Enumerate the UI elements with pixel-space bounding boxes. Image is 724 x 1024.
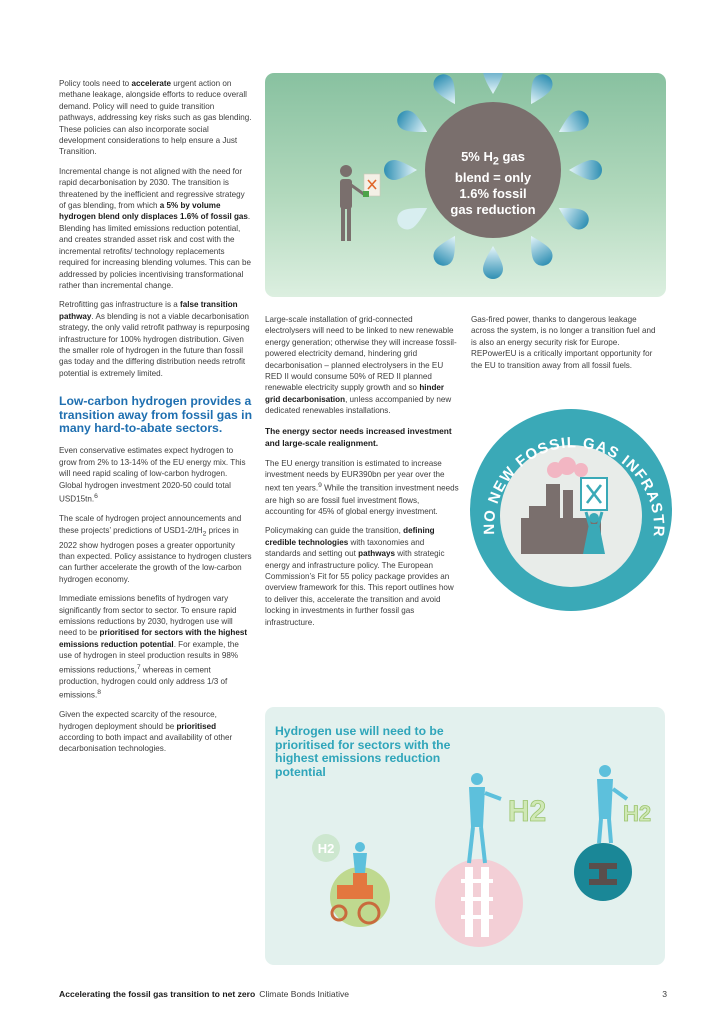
section-heading-low-carbon-hydrogen: Low-carbon hydrogen provides a transition away from fossil gas in many hard-to-abate sectors. bbox=[59, 394, 253, 435]
water-drop-icon bbox=[430, 73, 464, 109]
water-drop-icon bbox=[430, 231, 464, 270]
paragraph-electrolysers: Large-scale installation of grid-connected electrolysers will need to be linked to new renewable energy generation; otherwise they will increase fossil-powered electricity demand, hindering grid decarbonisation – planned electrolysers in the EU RED II would consume 50% of RED II planned renewable electricity supply growth and so hinder grid decarbonisation, unless accompanied by new dedicated renewables installations. bbox=[265, 315, 457, 416]
paragraph-gas-fired-power: Gas-fired power, thanks to dangerous leakage across the system, is no longer a transition fuel and is also an energy security risk for Europe. REPowerEU is a critically important opportunity for the EU to transition away from all fossil fuels. bbox=[471, 315, 656, 370]
paragraph-investment: The EU energy transition is estimated to increase investment needs by EUR390bn per year over the next ten years.$^9$ While the transition investment needs are high so are fossil fuel investment flows, accounting for 45% of global energy investment. bbox=[265, 458, 459, 516]
paragraph-retrofitting: Retrofitting gas infrastructure is a false transition pathway. As blending is not a viable decarbonisation strategy, the only valid retrofit pathway is repurposing infrastructure for 100% hydrogen distribution. Given the smaller role of hydrogen in the future than fossil gas today and the differing distribution needs retrofit potential is extremely limited. bbox=[59, 300, 250, 378]
paragraph-hydrogen-projects: The scale of hydrogen project announcements and these projects’ predictions of $USD1-2/tH_2$ prices in 2022 show hydrogen poses a greater opportunity than expected. Policy assistance to hydrogen clusters can further accelerate the growth of the low-carbon hydrogen economy. bbox=[59, 514, 252, 584]
svg-text:H2: H2 bbox=[507, 795, 547, 828]
footer-title: Accelerating the fossil gas transition to net zero bbox=[59, 989, 256, 999]
water-drop-icon bbox=[384, 160, 417, 180]
paragraph-hydrogen-growth: Even conservative estimates expect hydrogen to grow from 2% to 13-14% of the EU energy mix. This will need rapid scaling of low-carbon hydrogen. Global hydrogen investment 2020-50 could total USD15tn.$^6$ bbox=[59, 446, 246, 504]
water-drop-icon bbox=[554, 199, 593, 233]
building-heating-sector-icon bbox=[435, 773, 546, 947]
hydrogen-priority-panel bbox=[265, 707, 665, 965]
right-column bbox=[471, 314, 661, 379]
panel-title: Hydrogen use will need to be prioritised for sectors with the highest emissions reduction potential bbox=[275, 724, 451, 779]
badge-illustration bbox=[469, 408, 673, 612]
water-drop-icon bbox=[394, 199, 433, 233]
paragraph-accelerate: Policy tools need to accelerate urgent action on methane leakage, alongside efforts to reduce overall demand. Policy will need to guide transition pathways, addressing key risks such as gas blending. These policies can also incorporate social development considerations to help ensure a Just Transition. bbox=[59, 79, 252, 157]
water-drop-icon bbox=[569, 160, 602, 180]
paragraph-gas-blending: Incremental change is not aligned with the need for rapid decarbonisation by 2030. The transition is threatened by the inefficient and regressive strategy of gas blending, from which a 5% by volume hydrogen blend only displaces 1.6% of fossil gas. Blending has limited emissions reduction potential, and creates stranded asset risk and cost with the incremental retrofits/ technology replacements required for increasing blending volumes. This can be addressed by policies incentivising transformational rather than incremental change. bbox=[59, 166, 251, 290]
svg-text:H2: H2 bbox=[317, 841, 335, 856]
paragraph-emissions-benefits: Immediate emissions benefits of hydrogen vary significantly from sector to sector. To ensure rapid emissions reductions by 2030, hydrogen use will need to be prioritised for sectors with the highest emissions reduction potential. For example, the use of hydrogen in steel production results in 98% emissions reductions,$^7$ whereas in cement production, hydrogen could only address 1/3 of emissions.$^8$ bbox=[59, 594, 248, 700]
hero-caption: 5% $H_2$ gas blend = only 1.6% fossil gas reduction bbox=[450, 149, 536, 217]
steel-sector-icon bbox=[574, 765, 651, 901]
left-column bbox=[59, 78, 252, 763]
water-drop-icon bbox=[522, 231, 556, 270]
person-holding-sign-icon bbox=[340, 165, 380, 241]
water-drop-icon bbox=[483, 73, 503, 94]
page-footer bbox=[59, 989, 667, 999]
footer-organisation: Climate Bonds Initiative bbox=[259, 989, 350, 999]
hydrogen-blend-figure bbox=[265, 73, 666, 297]
middle-column bbox=[265, 314, 460, 636]
water-drop-icon bbox=[394, 107, 433, 141]
water-drop-icon bbox=[483, 246, 503, 279]
svg-text:H2: H2 bbox=[622, 801, 652, 826]
paragraph-scarcity: Given the expected scarcity of the resource, hydrogen deployment should be prioritised according to both impact and availability of other decarbonisation technologies. bbox=[59, 710, 233, 754]
paragraph-policymaking: Policymaking can guide the transition, defining credible technologies with taxonomies and standards and setting out pathways with strategic energy and infrastructure policy. The European Commission’s Fit for 55 policy package provides an overview framework for this. This report outlines how to deliver this, accelerate the transition and avoid locking in investments in further fossil gas infrastructure. bbox=[265, 526, 454, 627]
no-new-fossil-gas-badge bbox=[469, 408, 673, 612]
water-drop-icon bbox=[522, 73, 556, 109]
water-drop-icon bbox=[554, 107, 593, 141]
badge-arc-text: NO NEW FOSSIL GAS INFRASTR bbox=[480, 434, 668, 539]
page-number: 3 bbox=[662, 989, 667, 999]
farming-sector-icon bbox=[312, 834, 390, 927]
section-heading-energy-sector: The energy sector needs increased investment and large-scale realignment. bbox=[265, 425, 452, 448]
